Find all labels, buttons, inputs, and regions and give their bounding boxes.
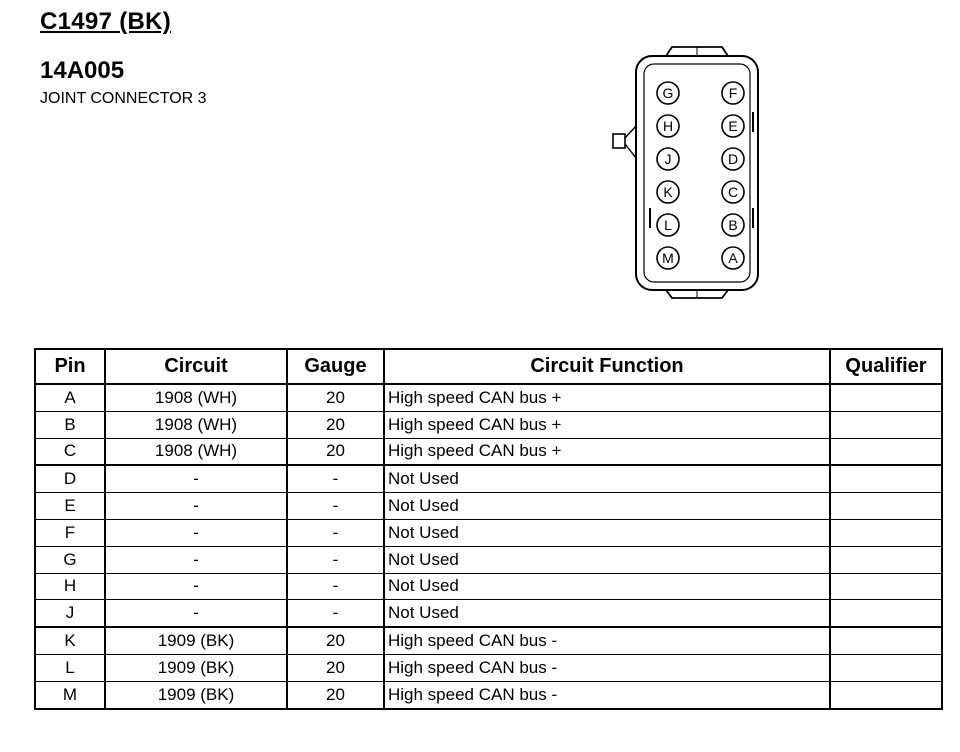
circuit-cell: 1909 (BK) xyxy=(105,681,287,708)
pin-label: K xyxy=(663,184,673,200)
gauge-cell: - xyxy=(287,519,384,546)
function-cell: Not Used xyxy=(384,573,830,600)
table-row xyxy=(35,573,942,600)
pin-label: F xyxy=(728,85,738,101)
header-circuit: Circuit xyxy=(105,349,287,384)
gauge-cell: 20 xyxy=(287,681,384,708)
part-number: 14A005 xyxy=(40,57,125,84)
table-row xyxy=(35,546,942,573)
function-cell: High speed CAN bus + xyxy=(384,438,830,465)
qualifier-cell xyxy=(830,681,942,708)
table-row xyxy=(35,465,942,492)
gauge-cell: 20 xyxy=(287,384,384,411)
gauge-cell: 20 xyxy=(287,654,384,681)
connector-id-title: C1497 (BK) xyxy=(40,8,172,35)
gauge-cell: - xyxy=(287,493,384,520)
pin-cell: E xyxy=(35,493,105,520)
pin-cell: G xyxy=(35,546,105,573)
pin-cell: M xyxy=(35,681,105,708)
pin-cell: C xyxy=(35,438,105,465)
qualifier-cell xyxy=(830,519,942,546)
function-cell: High speed CAN bus - xyxy=(384,627,830,654)
gauge-cell: - xyxy=(287,465,384,492)
table-row xyxy=(35,627,942,654)
qualifier-cell xyxy=(830,546,942,573)
connector-body xyxy=(636,56,758,290)
qualifier-cell xyxy=(830,411,942,438)
pin-label: J xyxy=(664,151,672,167)
part-description: JOINT CONNECTOR 3 xyxy=(40,90,207,107)
qualifier-cell xyxy=(830,493,942,520)
function-cell: Not Used xyxy=(384,519,830,546)
function-cell: High speed CAN bus + xyxy=(384,384,830,411)
function-cell: High speed CAN bus - xyxy=(384,681,830,708)
circuit-cell: - xyxy=(105,493,287,520)
header-pin: Pin xyxy=(35,349,105,384)
circuit-cell: 1909 (BK) xyxy=(105,654,287,681)
pin-cell: F xyxy=(35,519,105,546)
pin-cell: H xyxy=(35,573,105,600)
table-row xyxy=(35,600,942,627)
table-row xyxy=(35,681,942,708)
function-cell: Not Used xyxy=(384,600,830,627)
qualifier-cell xyxy=(830,438,942,465)
qualifier-cell xyxy=(830,573,942,600)
pin-label: G xyxy=(662,85,674,101)
gauge-cell: - xyxy=(287,600,384,627)
table-row xyxy=(35,493,942,520)
header-qualifier: Qualifier xyxy=(830,349,942,384)
pin-label: D xyxy=(727,151,739,167)
circuit-cell: 1908 (WH) xyxy=(105,411,287,438)
table-row xyxy=(35,654,942,681)
pin-label: A xyxy=(728,250,738,266)
table-row xyxy=(35,411,942,438)
function-cell: Not Used xyxy=(384,465,830,492)
pin-cell: L xyxy=(35,654,105,681)
pin-cell: K xyxy=(35,627,105,654)
gauge-cell: 20 xyxy=(287,627,384,654)
circuit-cell: - xyxy=(105,573,287,600)
function-cell: High speed CAN bus - xyxy=(384,654,830,681)
pin-cell: J xyxy=(35,600,105,627)
pin-table xyxy=(34,348,943,710)
header-circuit-function: Circuit Function xyxy=(384,349,830,384)
circuit-cell: - xyxy=(105,600,287,627)
table-row xyxy=(35,519,942,546)
connector-face-diagram xyxy=(600,40,780,310)
qualifier-cell xyxy=(830,465,942,492)
header-gauge: Gauge xyxy=(287,349,384,384)
function-cell: High speed CAN bus + xyxy=(384,411,830,438)
gauge-cell: 20 xyxy=(287,438,384,465)
qualifier-cell xyxy=(830,384,942,411)
table-row xyxy=(35,384,942,411)
circuit-cell: 1908 (WH) xyxy=(105,438,287,465)
gauge-cell: - xyxy=(287,546,384,573)
qualifier-cell xyxy=(830,600,942,627)
function-cell: Not Used xyxy=(384,493,830,520)
pin-cell: A xyxy=(35,384,105,411)
pin-cell: B xyxy=(35,411,105,438)
circuit-cell: 1908 (WH) xyxy=(105,384,287,411)
pin-label: H xyxy=(662,118,674,134)
pin-label: E xyxy=(728,118,738,134)
qualifier-cell xyxy=(830,654,942,681)
pin-label: C xyxy=(727,184,739,200)
qualifier-cell xyxy=(830,627,942,654)
pin-label: B xyxy=(728,217,738,233)
circuit-cell: - xyxy=(105,519,287,546)
pin-cell: D xyxy=(35,465,105,492)
table-header-row xyxy=(35,349,942,384)
function-cell: Not Used xyxy=(384,546,830,573)
circuit-cell: 1909 (BK) xyxy=(105,627,287,654)
pin-label: M xyxy=(662,250,674,266)
circuit-cell: - xyxy=(105,546,287,573)
pin-column-left xyxy=(657,82,679,269)
pin-column-right xyxy=(722,82,744,269)
gauge-cell: 20 xyxy=(287,411,384,438)
connector-side-tab xyxy=(613,134,625,148)
pin-label: L xyxy=(664,217,672,233)
circuit-cell: - xyxy=(105,465,287,492)
gauge-cell: - xyxy=(287,573,384,600)
table-row xyxy=(35,438,942,465)
